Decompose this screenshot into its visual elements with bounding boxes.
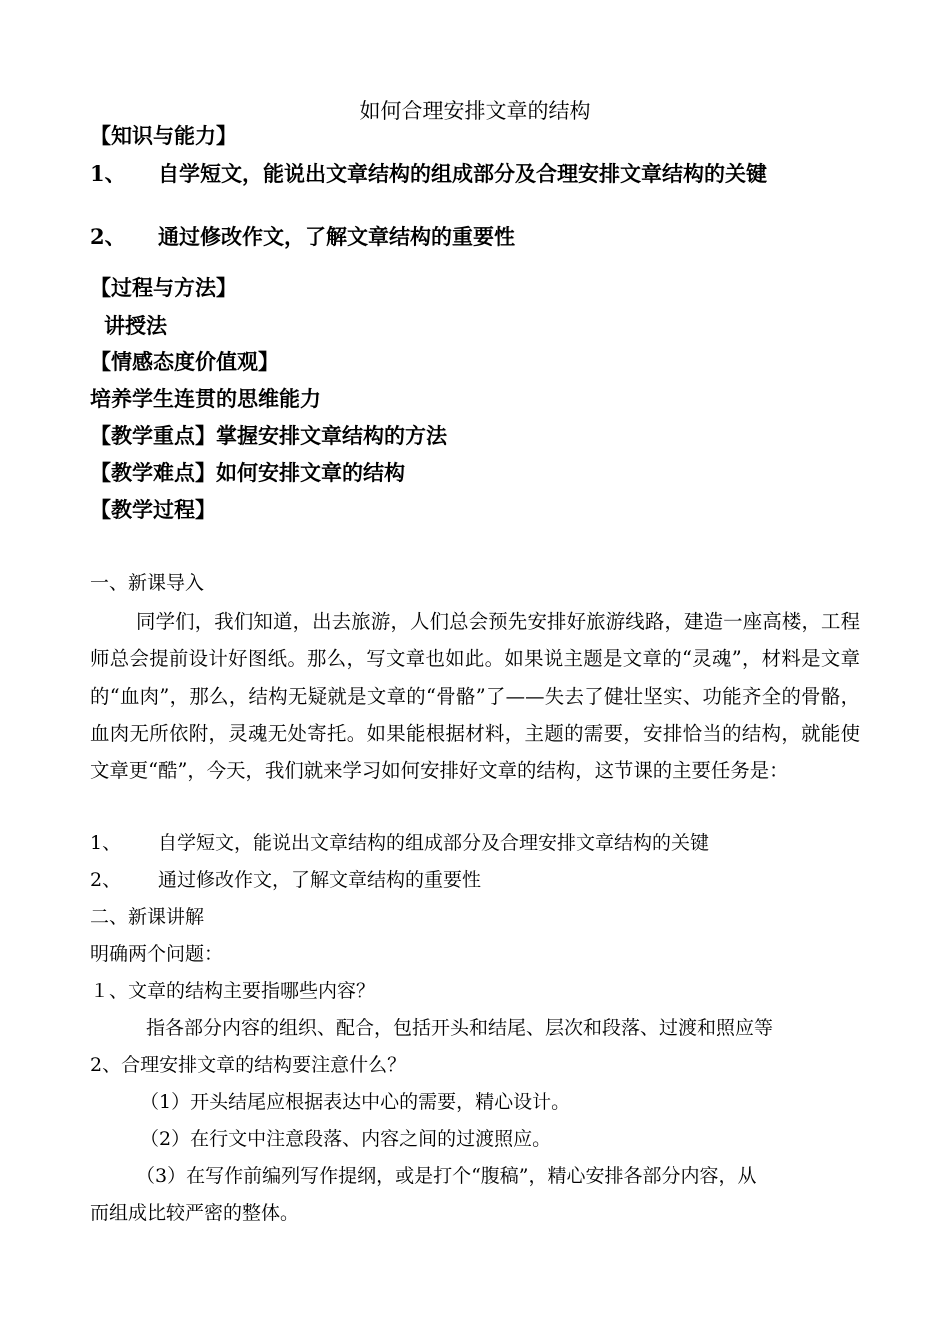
section1-task-1 (90, 829, 709, 857)
section1-task-2 (90, 866, 481, 894)
page-title: 如何合理安排文章的结构 (359, 99, 591, 123)
teaching-process-heading: 【教学过程】 (90, 497, 216, 522)
answer-1: 指各部分内容的组织、配合，包括开头和结尾、层次和段落、过渡和照应等 (146, 1017, 774, 1039)
section1-task-2-text: 通过修改作文，了解文章结构的重要性 (158, 869, 482, 891)
point-1: （1）开头结尾应根据表达中心的需要，精心设计。 (140, 1091, 571, 1113)
section2-intro: 明确两个问题： (90, 943, 224, 965)
knowledge-item-1-text: 自学短文，能说出文章结构的组成部分及合理安排文章结构的关键 (158, 161, 767, 186)
section1-task-1-number: 1、 (90, 832, 122, 854)
knowledge-item-1 (90, 159, 767, 189)
question-2: 2、合理安排文章的结构要注意什么？ (90, 1054, 407, 1076)
difficulty: 【教学难点】如何安排文章的结构 (90, 460, 405, 485)
section1-task-1-text: 自学短文，能说出文章结构的组成部分及合理安排文章结构的关键 (158, 832, 710, 854)
emotion-heading: 【情感态度价值观】 (90, 349, 279, 374)
knowledge-heading: 【知识与能力】 (90, 123, 237, 148)
knowledge-item-1-number: 1、 (90, 161, 126, 186)
knowledge-item-2-text: 通过修改作文，了解文章结构的重要性 (158, 224, 515, 249)
process-method-text: 讲授法 (104, 313, 167, 338)
key-point: 【教学重点】掌握安排文章结构的方法 (90, 423, 447, 448)
question-1: １、文章的结构主要指哪些内容？ (90, 980, 376, 1002)
section1-heading: 一、新课导入 (90, 572, 205, 594)
point-3-line-2: 而组成比较严密的整体。 (90, 1202, 300, 1224)
knowledge-item-2-number: 2、 (90, 224, 126, 249)
knowledge-item-2 (90, 222, 515, 252)
point-2: （2）在行文中注意段落、内容之间的过渡照应。 (140, 1128, 552, 1150)
section1-paragraph: 同学们，我们知道，出去旅游，人们总会预先安排好旅游线路，建造一座高楼，工程师总会提前设计好图纸。那么，写文章也如此。如果说主题是文章的“灵魂”，材料是文章的“血肉”，那么，结构无疑就是文章的“骨骼”了——失去了健壮坚实、功能齐全的骨骼，血肉无所依附，灵魂无处寄托。如果能根据材料，主题的需要，安排恰当的结构，就能使文章更“酷”，今天，我们就来学习如何安排好文章的结构，这节课的主要任务是： (90, 610, 860, 783)
point-3-line-1: （3）在写作前编列写作提纲，或是打个“腹稿”，精心安排各部分内容，从 (136, 1165, 757, 1187)
section2-heading: 二、新课讲解 (90, 906, 205, 928)
emotion-text: 培养学生连贯的思维能力 (90, 386, 321, 411)
process-method-heading: 【过程与方法】 (90, 275, 237, 300)
section1-task-2-number: 2、 (90, 869, 122, 891)
